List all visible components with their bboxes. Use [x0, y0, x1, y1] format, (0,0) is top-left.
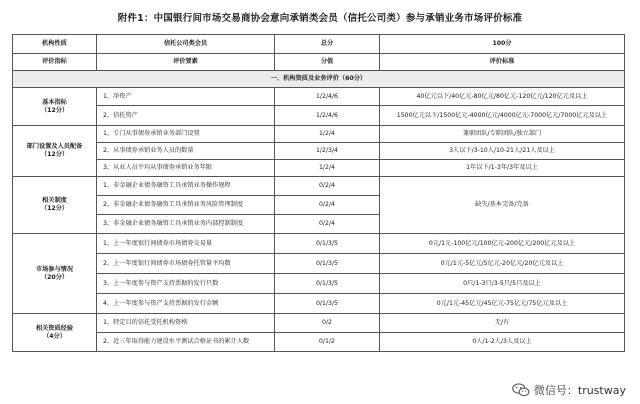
score-cell: 1/2/4 — [275, 126, 380, 143]
standard-header: 评价标准 — [380, 54, 625, 71]
table-row — [13, 294, 625, 314]
table-row — [13, 333, 625, 352]
table-row — [13, 177, 625, 196]
score-cell: 0/2/4 — [275, 215, 380, 234]
watermark-text: 微信号：trustway — [533, 384, 626, 397]
score-header: 分值 — [275, 54, 380, 71]
score-cell: 0/2/4 — [275, 196, 380, 215]
group-cell — [13, 177, 97, 234]
element-cell: 1、净资产 — [97, 88, 275, 106]
group-name: 基本指标 — [42, 98, 67, 106]
wechat-icon — [512, 383, 530, 397]
group-points: （20分） — [40, 273, 69, 281]
document-title: 附件1：中国银行间市场交易商协会意向承销类会员（信托公司类）参与承销业务市场评价标准 — [117, 13, 523, 24]
total-value: 100分 — [380, 35, 625, 54]
watermark — [508, 380, 630, 400]
group-points: （12分） — [40, 106, 69, 114]
standard-cell: 0只/1-3只/3-5只/5只及以上 — [380, 274, 625, 294]
standard-cell: 0人/1-2人/3人及以上 — [380, 333, 625, 352]
section1-title: 一、机构资质及业务评价（60分） — [13, 71, 625, 88]
element-cell: 1、非金融企业债务融资工具承销业务操作规程 — [97, 177, 275, 196]
evaluation-table — [12, 34, 625, 352]
table-row — [13, 143, 625, 160]
table-row — [13, 160, 625, 177]
table-row — [13, 274, 625, 294]
group-points: （4分） — [43, 332, 66, 340]
org-value: 信托公司类会员 — [97, 35, 275, 54]
element-cell: 2、从事债券承销业务人员的数量 — [97, 143, 275, 160]
element-header: 评价要素 — [97, 54, 275, 71]
element-cell: 3、从业人员平均从事债券承销业务年限 — [97, 160, 275, 177]
standard-cell: 0元/1元-100亿元/100亿元-200亿元/200亿元及以上 — [380, 234, 625, 254]
score-cell: 1/2/4/6 — [275, 88, 380, 106]
score-cell: 1/2/4 — [275, 160, 380, 177]
standard-cell: 40亿元以下/40亿元-80亿元/80亿元-120亿元/120亿元及以上 — [380, 88, 625, 106]
merged-standard-cell: 缺失/基本完备/完备 — [380, 177, 625, 234]
element-cell: 1、上一年度银行间债券市场债券交易量 — [97, 234, 275, 254]
table-row — [13, 254, 625, 274]
org-label: 机构性质 — [13, 35, 97, 54]
table-row — [13, 88, 625, 106]
table-row — [13, 314, 625, 333]
standard-cell: 1500亿元以下/1500亿元-4000亿元/4000亿元-7000亿元/7000亿元及以上 — [380, 106, 625, 126]
element-cell: 2、非金融企业债务融资工具承销业务风险管理制度 — [97, 196, 275, 215]
group-name: 市场参与情况 — [35, 265, 74, 273]
element-cell: 3、上一年度参与资产支持票据的发行只数 — [97, 274, 275, 294]
indicator-header: 评价指标 — [13, 54, 97, 71]
element-cell: 2、信托资产 — [97, 106, 275, 126]
group-name: 部门设置及人员配备 — [26, 143, 83, 151]
group-name: 相关制度 — [42, 197, 67, 205]
score-cell: 0/1/2 — [275, 333, 380, 352]
group-name: 相关资质经验 — [35, 324, 74, 332]
score-cell: 0/1/3/5 — [275, 274, 380, 294]
element-cell: 2、近三年取得能力建设水平测试合格证书的累计人数 — [97, 333, 275, 352]
group-cell — [13, 314, 97, 352]
group-points: （12分） — [40, 205, 69, 212]
element-cell: 3、非金融企业债务融资工具承销业务内部控制制度 — [97, 215, 275, 234]
standard-cell: 无/有 — [380, 314, 625, 333]
standard-cell: 0元/1元-45亿元/45亿元-75亿元/75亿元及以上 — [380, 294, 625, 314]
section-row — [13, 71, 625, 88]
total-label: 总分 — [275, 35, 380, 54]
standard-cell: 1年以下/1-3年/3年及以上 — [380, 160, 625, 177]
standard-cell: 兼职团队/专职团队/独立部门 — [380, 126, 625, 143]
element-cell: 1、专门从事债券承销业务部门设置 — [97, 126, 275, 143]
score-cell: 0/1/3/5 — [275, 234, 380, 254]
table-row — [13, 234, 625, 254]
element-cell: 2、上一年度银行间债券市场债券托管量平均数 — [97, 254, 275, 274]
table-row-org — [13, 35, 625, 54]
group-cell — [13, 126, 97, 177]
score-cell: 1/2/4/6 — [275, 106, 380, 126]
table-row — [13, 106, 625, 126]
score-cell: 0/1/3/5 — [275, 254, 380, 274]
table-header-row — [13, 54, 625, 71]
score-cell: 0/2/4 — [275, 177, 380, 196]
standard-cell: 3人以下/3-10人/10-21人/21人及以上 — [380, 143, 625, 160]
group-cell — [13, 88, 97, 126]
group-points: （12分） — [40, 151, 69, 158]
group-cell — [13, 234, 97, 314]
element-cell: 4、上一年度参与资产支持票据的发行金额 — [97, 294, 275, 314]
score-cell: 1/2/3/4 — [275, 143, 380, 160]
score-cell: 0/1/3/5 — [275, 294, 380, 314]
element-cell: 1、特定目的信托受托机构资格 — [97, 314, 275, 333]
score-cell: 0/2 — [275, 314, 380, 333]
table-row — [13, 126, 625, 143]
standard-cell: 0元/1元-5亿元/5亿元-20亿元/20亿元及以上 — [380, 254, 625, 274]
